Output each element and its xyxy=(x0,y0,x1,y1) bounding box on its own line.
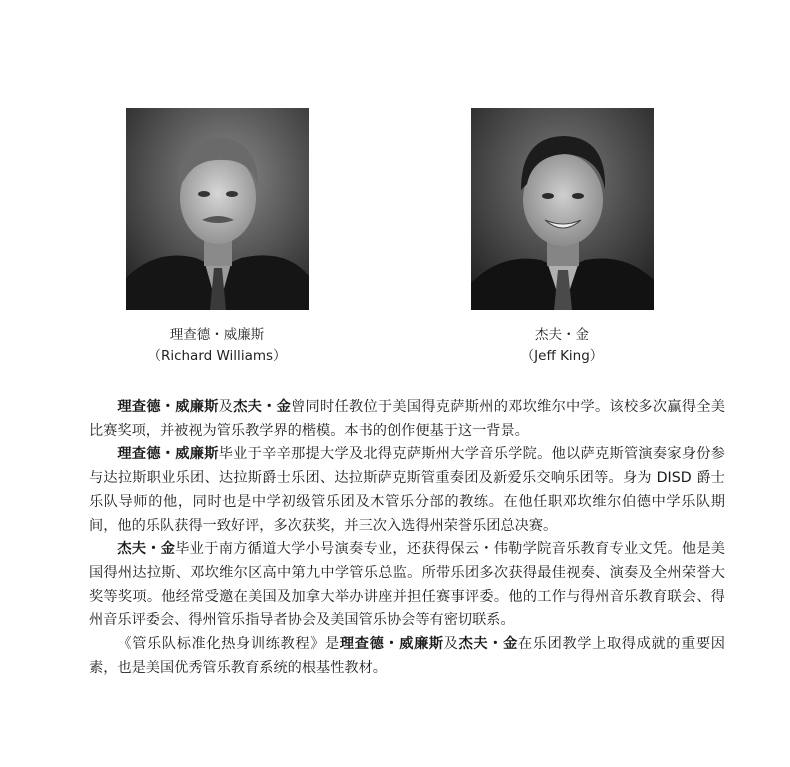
paragraph-text: 毕业于南方循道大学小号演奏专业，还获得保云・伟勒学院音乐教育专业文凭。他是美国得州达拉斯、邓坎维尔区高中第九中学管乐总监。所带乐团多次获得最佳视奏、演奏及全州荣誉大奖等奖项。他经常受邀在美国及加拿大举办讲座并担任赛事评委。他的工作与得州音乐教育联会、得州音乐评委会、得州管乐指导者协会及美国管乐协会等有密切联系。 xyxy=(89,541,725,629)
bold-name: 理查德・威廉斯 xyxy=(117,399,219,415)
bold-name: 理查德・威廉斯 xyxy=(117,446,219,463)
bold-name: 杰夫・金 xyxy=(458,636,518,653)
caption-name-zh: 杰夫・金 xyxy=(535,327,589,343)
portrait-photo-jeff-king xyxy=(471,108,654,310)
bio-paragraph-4 xyxy=(89,633,725,680)
paragraph-text: 毕业于辛辛那提大学及北得克萨斯州大学音乐学院。他以萨克斯管演奏家身份参与达拉斯职业乐团、达拉斯爵士乐团、达拉斯萨克斯管重奏团及新爱乐交响乐团等。身为 DISD 爵士乐队导师的他，同时也是中学初级管乐团及木管乐分部的教练。在他任职邓坎维尔伯德中学乐队期间，他的乐队获得一致好评，多次获奖，并三次入选得州荣誉乐团总决赛。 xyxy=(89,446,725,534)
connector-text: 及 xyxy=(443,636,459,653)
bold-name: 杰夫・金 xyxy=(117,541,176,558)
caption-name-en: （Jeff King） xyxy=(520,348,604,364)
portrait-photo-icon xyxy=(471,108,654,310)
book-title-text: 《管乐队标准化热身训练教程》是 xyxy=(117,636,340,653)
bold-name: 理查德・威廉斯 xyxy=(339,636,444,653)
bio-paragraph-3 xyxy=(89,538,725,633)
caption-name-en: （Richard Williams） xyxy=(147,348,287,364)
caption-jeff-king xyxy=(442,325,682,367)
bio-paragraph-1 xyxy=(89,396,725,443)
paragraph-text: 曾同时任教位于美国得克萨斯州的邓坎维尔中学。该校多次赢得全美比赛奖项，并被视为管乐教学界的楷模。本书的创作便基于这一背景。 xyxy=(89,399,725,439)
portrait-photo-icon xyxy=(126,108,309,310)
paragraph-text: 在乐团教学上取得成就的重要因素，也是美国优秀管乐教育系统的根基性教材。 xyxy=(89,636,725,676)
caption-name-zh: 理查德・威廉斯 xyxy=(169,327,265,343)
biography-text xyxy=(89,396,725,680)
bold-name: 杰夫・金 xyxy=(233,399,292,415)
connector-text: 及 xyxy=(218,399,234,415)
portrait-photo-richard-williams xyxy=(126,108,309,310)
bio-paragraph-2 xyxy=(89,443,725,538)
caption-richard-williams xyxy=(97,325,337,367)
